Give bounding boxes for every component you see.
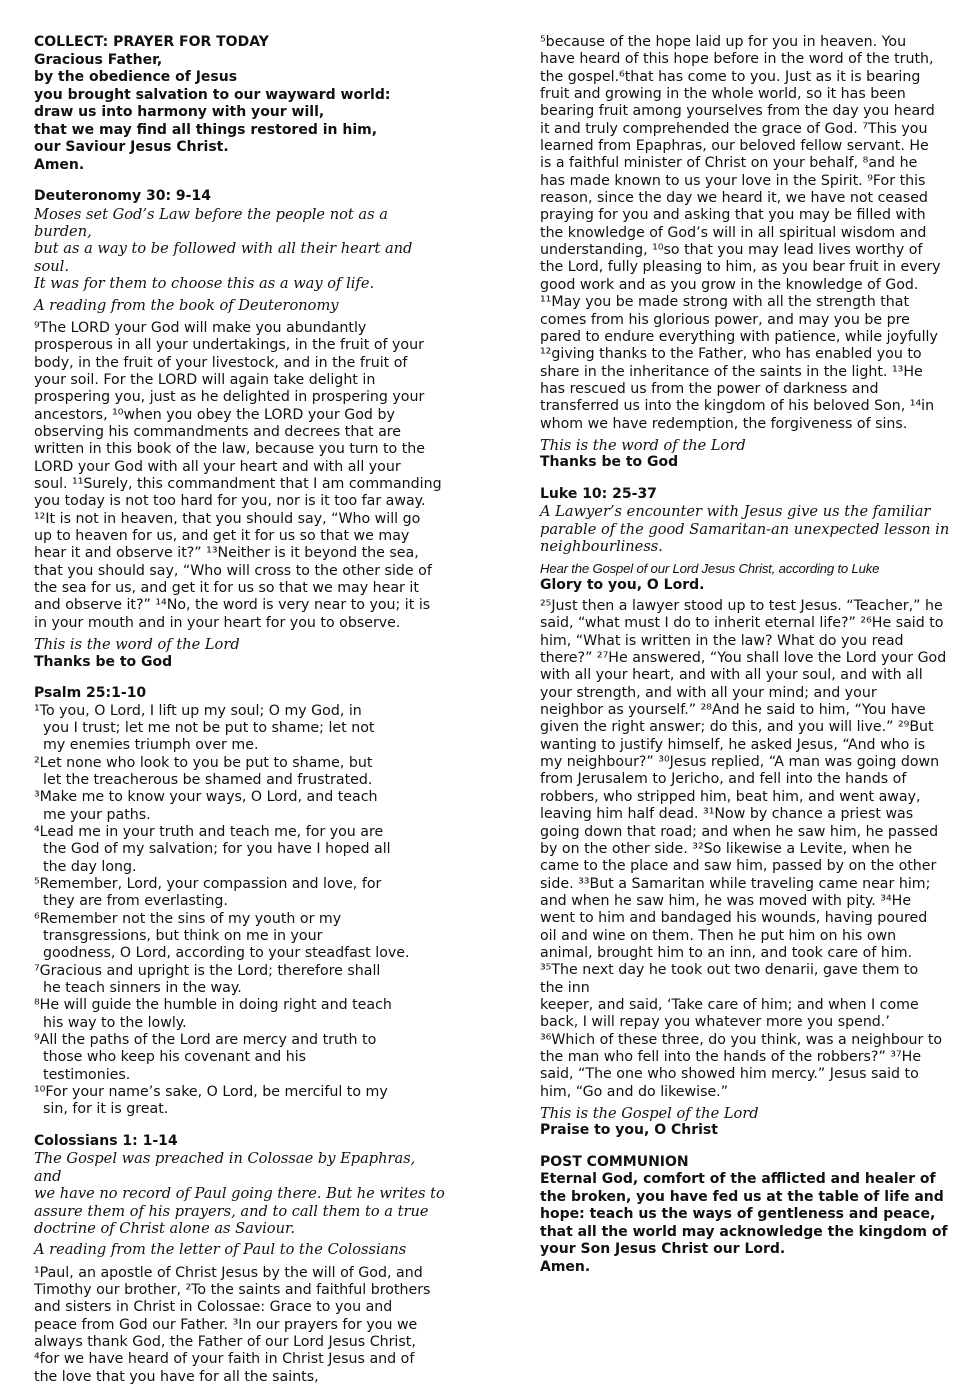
colossians-reading-part2: ⁵because of the hope laid up for you in heaven. You have heard of this hope before in the word of the truth, the gospel.⁶that has come to you. Just as it is bearing fruit and growing in the whole world, so it has been bearing fruit among yourselves from the day you heard it and truly comprehended the grace of God. ⁷This you learned from Epaphras, our beloved fellow servant. He is a faithful minister of Christ on your behalf, ⁸and he has made known to us your love in the Spirit. ⁹For this reason, since the day we heard it, we have not ceased praying for you and asking that you may be filled with the knowledge of God’s will in all spiritual wisdom and understanding, ¹⁰so that you may lead lives worthy of the Lord, fully pleasing to him, as you bear fruit in every good work and as you grow in the knowledge of God. ¹¹May you be made strong with all the strength that comes from his glorious power, and may you be pre pared to endure everything with patience, while joyfully ¹²giving thanks to the Father, who has enabled you to share in the inheritance of the saints in the light. ¹³He has rescued us from the power of darkness and transferred us into the kingdom of his beloved Son, ¹⁴in whom we have redemption, the forgiveness of sins. xyxy=(540,34,941,432)
deuteronomy-closing: This is the word of the Lord xyxy=(34,636,240,654)
colossians-response: Thanks be to God xyxy=(540,454,679,471)
luke-announce-response: Glory to you, O Lord. xyxy=(540,576,705,593)
post-communion-heading: POST COMMUNION xyxy=(540,1153,689,1170)
psalm-section xyxy=(34,685,446,1119)
deuteronomy-reading: ⁹The LORD your God will make you abundantly prosperous in all your undertakings, in the fruit of your body, in the fruit of your livestock, and in the fruit of your soil. For the LORD will again take delight in prospering you, just as he delighted in prospering your ancestors, ¹⁰when you obey the LORD your God by observing his commandments and decrees that are written in this book of the law, because you turn to the LORD your God with all your heart and with all your soul. ¹¹Surely, this commandment that I am commanding you today is not too hard for you, nor is it too far away. ¹²It is not in heaven, that you should say, “Who will go up to heaven for us, and get it for us so that we may hear it and observe it?” ¹³Neither is it beyond the sea, that you should say, “Who will cross to the other side of the sea for us, and get it for us so that we may hear it and observe it?” ¹⁴No, the word is very near to you; it is in your mouth and in your heart for you to observe. xyxy=(34,319,442,631)
deuteronomy-intro: Moses set God’s Law before the people not as a burden, but as a way to be followed with all their heart and soul. It was for them to choose this as a way of life. xyxy=(34,205,413,293)
left-column xyxy=(34,34,446,1386)
colossians-intro: The Gospel was preached in Colossae by Epaphras, and we have no record of Paul going there. But he writes to assure them of his prayers, and to call them to a true doctrine of Christ alone as Saviour. xyxy=(34,1150,445,1237)
colossians-closing: This is the word of the Lord xyxy=(540,436,746,454)
psalm-text: ¹To you, O Lord, I lift up my soul; O my God, in you I trust; let me not be put to shame; let not my enemies triumph over me. ²Let none who look to you be put to shame, but let the treacherous be shamed and frustrated. ³Make me to know your ways, O Lord, and teach me your paths. ⁴Lead me in your truth and teach me, for you are the God of my salvation; for you have I hoped all the day long. ⁵Remember, Lord, your compassion and love, for they are from everlasting. ⁶Remember not the sins of my youth or my transgressions, but think on me in your goodness, O Lord, according to your steadfast love. ⁷Gracious and upright is the Lord; therefore shall he teach sinners in the way. ⁸He will guide the humble in doing right and teach his way to the lowly. ⁹All the paths of the Lord are mercy and truth to those who keep his covenant and his testimonies. ¹⁰For your name’s sake, O Lord, be merciful to my sin, for it is great. xyxy=(34,702,410,1118)
post-communion-prayer: Eternal God, comfort of the afflicted and healer of the broken, you have fed us at the table of life and hope: teach us the ways of gentleness and peace, that all the world may acknowledge the kingdom of your Son Jesus Christ our Lord. Amen. xyxy=(540,1171,948,1275)
colossians-continued xyxy=(540,34,952,472)
collect-section xyxy=(34,34,446,174)
collect-prayer: Gracious Father, by the obedience of Jesus you brought salvation to our wayward world: draw us into harmony with your will, that we may find all things restored in him, our Saviour Jesus Christ. Amen. xyxy=(34,51,391,173)
colossians-section xyxy=(34,1133,446,1386)
luke-reading: ²⁵Just then a lawyer stood up to test Jesus. “Teacher,” he said, “what must I do to inherit eternal life?” ²⁶He said to him, “What is written in the law? What do you read there?” ²⁷He answered, “You shall love the Lord your God with all your heart, and with all your soul, and with all your strength, and with all your mind; and your neighbor as yourself.” ²⁸And he said to him, “You have given the right answer; do this, and you will live.” ²⁹But wanting to justify himself, he asked Jesus, “And who is my neighbour?” ³⁰Jesus replied, “A man was going down from Jerusalem to Jericho, and fell into the hands of robbers, who stripped him, beat him, and went away, leaving him half dead. ³¹Now by chance a priest was going down that road; and when he saw him, he passed by on the other side. ³²So likewise a Levite, when he came to the place and saw him, passed by on the other side. ³³But a Samaritan while traveling came near him; and when he saw him, he was moved with pity. ³⁴He went to him and bandaged his wounds, having poured oil and wine on them. Then he put him on his own animal, brought him to an inn, and took care of him. ³⁵The next day he took out two denarii, gave them to the inn keeper, and said, ‘Take care of him; and when I come back, I will repay you whatever more you spend.’ ³⁶Which of these three, do you think, was a neighbour to the man who fell into the hands of the robbers?” ³⁷He said, “The one who showed him mercy.” Jesus said to him, “Go and do likewise.” xyxy=(540,598,947,1100)
deuteronomy-section xyxy=(34,188,446,671)
deuteronomy-response: Thanks be to God xyxy=(34,653,173,670)
deuteronomy-announce: A reading from the book of Deuteronomy xyxy=(34,296,339,314)
colossians-announce: A reading from the letter of Paul to the Colossians xyxy=(34,1241,407,1259)
post-communion-section xyxy=(540,1154,952,1277)
luke-section xyxy=(540,486,952,1140)
luke-announce: Hear the Gospel of our Lord Jesus Christ, according to Luke xyxy=(540,560,880,576)
luke-heading: Luke 10: 25-37 xyxy=(540,485,657,502)
colossians-reading-part1: ¹Paul, an apostle of Christ Jesus by the will of God, and Timothy our brother, ²To the saints and faithful brothers and sisters in Christ in Colossae: Grace to you and peace from God our Father. ³In our prayers for you we always thank God, the Father of our Lord Jesus Christ, ⁴for we have heard of your faith in Christ Jesus and of the love that you have for all the saints, xyxy=(34,1264,431,1385)
deuteronomy-heading: Deuteronomy 30: 9-14 xyxy=(34,188,211,204)
colossians-heading: Colossians 1: 1-14 xyxy=(34,1132,178,1149)
psalm-heading: Psalm 25:1-10 xyxy=(34,685,147,702)
luke-closing: This is the Gospel of the Lord xyxy=(540,1105,759,1122)
luke-intro: A Lawyer’s encounter with Jesus give us the familiar parable of the good Samaritan-an unexpected lesson in neighbourliness. xyxy=(540,503,950,556)
right-column xyxy=(540,34,952,1276)
luke-response: Praise to you, O Christ xyxy=(540,1122,718,1139)
collect-heading: COLLECT: PRAYER FOR TODAY xyxy=(34,34,269,50)
